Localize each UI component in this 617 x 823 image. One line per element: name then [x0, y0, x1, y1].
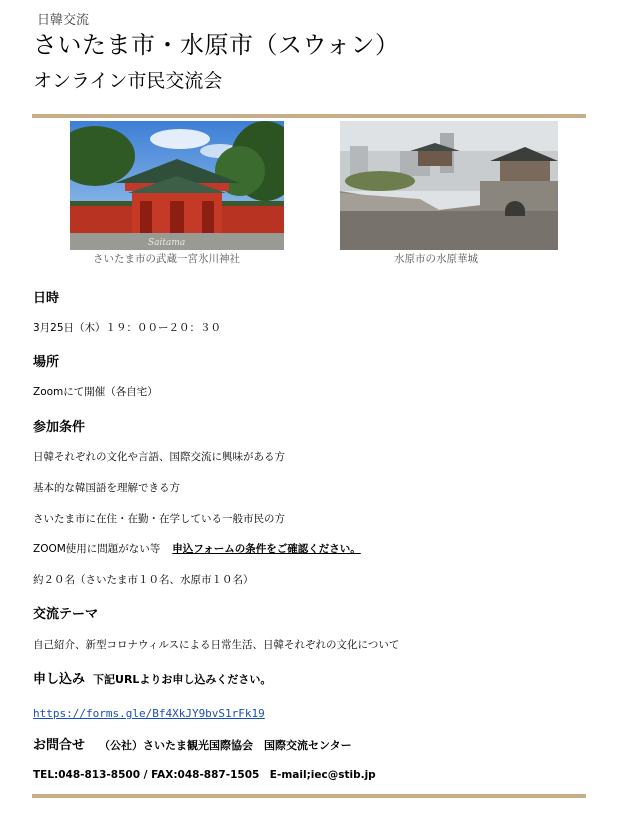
theme-heading: 交流テーマ	[33, 607, 99, 622]
capacity-value: 約２０名（さいたま市１０名、水原市１０名）	[33, 574, 254, 586]
contact-heading: お問合せ	[33, 738, 86, 753]
condition-item: 日韓それぞれの文化や言語、国際交流に興味がある方	[33, 451, 285, 463]
condition-zoom-line	[33, 541, 361, 556]
contact-organization: （公社）さいたま観光国際協会 国際交流センター	[99, 739, 352, 752]
datetime-heading: 日時	[33, 291, 60, 306]
top-divider	[32, 114, 586, 118]
apply-heading: 申し込み	[33, 672, 86, 687]
application-form-link[interactable]: https://forms.gle/Bf4XkJY9bvS1rFk19	[33, 707, 265, 720]
shrine-photo-caption: さいたま市の武蔵一宮氷川神社	[93, 253, 240, 265]
fortress-photo-caption: 水原市の水原華城	[394, 253, 478, 265]
watermark-text: Saitama	[148, 238, 186, 248]
page-subtitle: オンライン市民交流会	[33, 70, 223, 92]
event-category-label: 日韓交流	[37, 13, 90, 28]
form-conditions-note: 申込フォームの条件をご確認ください。	[172, 543, 361, 555]
page-title: さいたま市・水原市（スウォン）	[33, 31, 400, 59]
bottom-divider	[32, 794, 586, 798]
condition-item: さいたま市に在住・在勤・在学している一般市民の方	[33, 513, 285, 525]
contact-row	[33, 734, 352, 753]
contact-details: TEL:048-813-8500 / FAX:048-887-1505 E-mail;iec@stib.jp	[33, 769, 376, 781]
shrine-photo	[70, 121, 284, 250]
apply-row	[33, 668, 271, 687]
zoom-requirement-text: ZOOM使用に問題がない等	[33, 543, 161, 555]
theme-value: 自己紹介、新型コロナウィルスによる日常生活、日韓それぞれの文化について	[33, 639, 400, 651]
apply-link-row	[33, 702, 265, 721]
apply-note: 下記URLよりお申し込みください。	[93, 673, 272, 686]
conditions-heading: 参加条件	[33, 420, 86, 435]
place-value: Zoomにて開催（各自宅）	[33, 386, 158, 398]
condition-item: 基本的な韓国語を理解できる方	[33, 482, 180, 494]
place-heading: 場所	[33, 355, 60, 370]
fortress-photo	[340, 121, 558, 250]
datetime-value: 3月25日（木）１９：００ー２０：３０	[33, 322, 222, 334]
